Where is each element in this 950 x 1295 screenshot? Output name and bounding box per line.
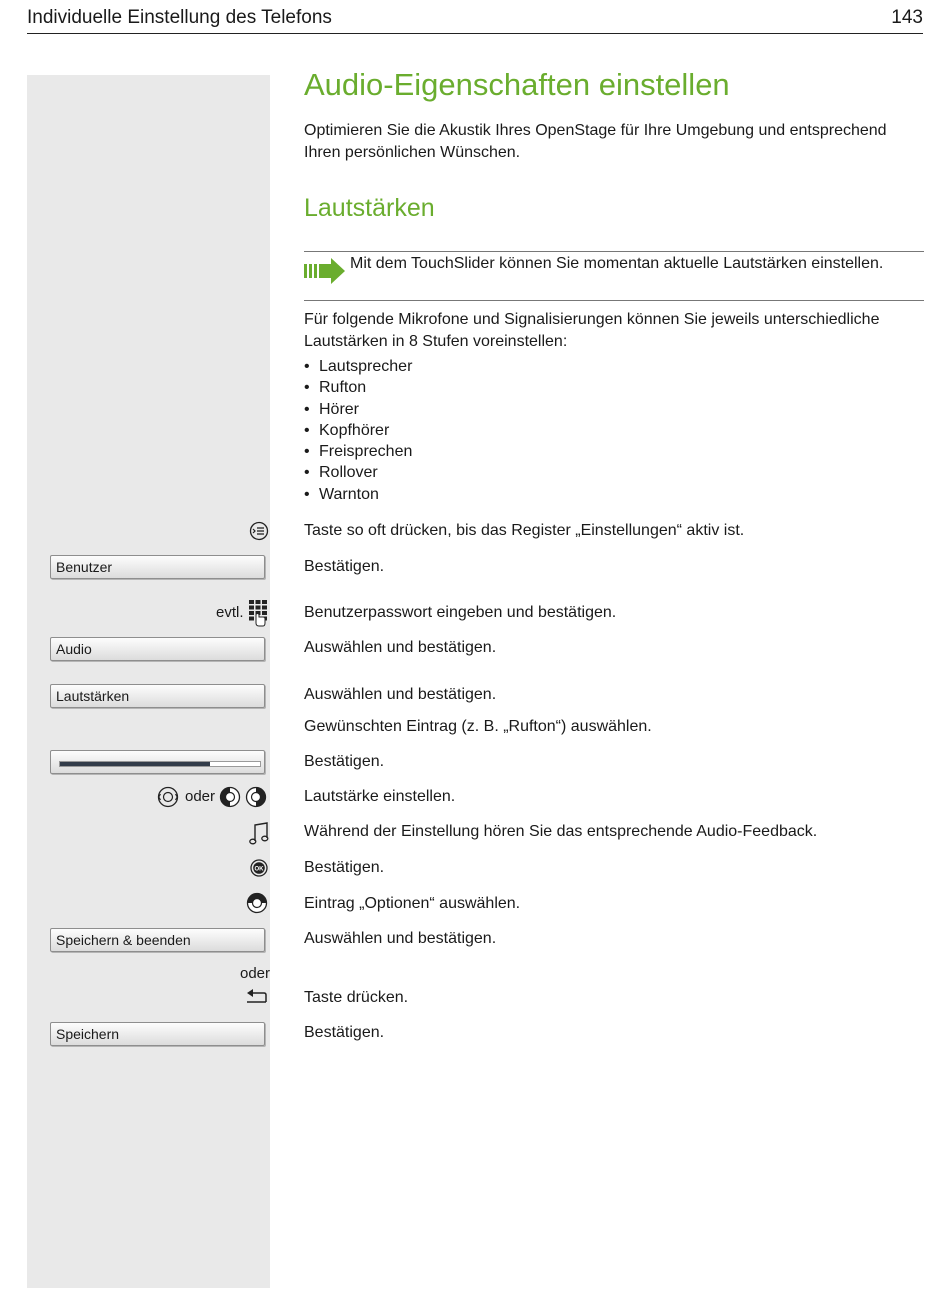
ok-key-icon[interactable] — [250, 859, 268, 877]
list-item: • Kopfhörer — [304, 420, 412, 441]
subsection-title: Lautstärken — [304, 194, 435, 222]
step-text: Bestätigen. — [304, 859, 385, 876]
navigator-left-icon[interactable] — [219, 786, 241, 808]
step-text: Lautstärke einstellen. — [304, 788, 456, 805]
back-key-icon[interactable] — [246, 988, 268, 1004]
keypad-icon[interactable] — [248, 599, 269, 627]
lautstaerken-softkey[interactable]: Lautstärken — [50, 684, 265, 708]
header-divider — [27, 33, 923, 34]
oder-label: oder — [185, 788, 216, 805]
note-text: Mit dem TouchSlider können Sie momentan aktuelle Lautstärken einstellen. — [350, 255, 884, 272]
speichern-beenden-softkey[interactable]: Speichern & beenden — [50, 928, 265, 952]
step-text: Bestätigen. — [304, 558, 385, 575]
step-text: Auswählen und bestätigen. — [304, 930, 497, 947]
step-text: Bestätigen. — [304, 753, 385, 770]
step-text: Taste drücken. — [304, 989, 409, 1006]
audio-softkey[interactable]: Audio — [50, 637, 265, 661]
step-text: Während der Einstellung hören Sie das entsprechende Audio-Feedback. — [304, 823, 818, 840]
step-text: Benutzerpasswort eingeben und bestätigen. — [304, 604, 617, 621]
note-bottom-divider — [304, 300, 924, 301]
menu-key-icon[interactable] — [249, 521, 269, 541]
settings-paragraph: Für folgende Mikrofone und Signalisierungen können Sie jeweils unterschiedliche Lautstärken in 8 Stufen voreinstellen: — [304, 311, 880, 350]
list-item: • Freisprechen — [304, 441, 412, 462]
slider-fill — [60, 762, 210, 766]
list-item: • Rufton — [304, 377, 412, 398]
arrow-note-icon — [304, 258, 346, 284]
slider-track[interactable] — [59, 761, 261, 767]
step-text: Gewünschten Eintrag (z. B. „Rufton“) auswählen. — [304, 718, 652, 735]
speichern-softkey[interactable]: Speichern — [50, 1022, 265, 1046]
sidebar-panel — [27, 75, 270, 1288]
volume-list — [304, 356, 412, 505]
step-text: Taste so oft drücken, bis das Register „Einstellungen“ aktiv ist. — [304, 522, 745, 539]
step-text: Eintrag „Optionen“ auswählen. — [304, 895, 521, 912]
list-item: • Rollover — [304, 462, 412, 483]
oder-label: oder — [240, 965, 271, 982]
volume-slider[interactable] — [50, 750, 265, 774]
page-number: 143 — [891, 7, 923, 28]
benutzer-softkey[interactable]: Benutzer — [50, 555, 265, 579]
music-note-icon — [249, 822, 269, 846]
step-text: Auswählen und bestätigen. — [304, 686, 497, 703]
list-item: • Lautsprecher — [304, 356, 412, 377]
navigator-ring-icon[interactable] — [157, 786, 179, 808]
list-item: • Warnton — [304, 484, 412, 505]
section-title: Audio-Eigenschaften einstellen — [304, 67, 730, 102]
step-text: Bestätigen. — [304, 1024, 385, 1041]
intro-paragraph: Optimieren Sie die Akustik Ihres OpenStage für Ihre Umgebung und entsprechend Ihren persönlichen Wünschen. — [304, 122, 887, 161]
header-title: Individuelle Einstellung des Telefons — [27, 7, 332, 28]
svg-text:OK: OK — [254, 866, 264, 873]
navigator-right-icon[interactable] — [245, 786, 267, 808]
step-text: Auswählen und bestätigen. — [304, 639, 497, 656]
note-top-divider — [304, 251, 924, 252]
list-item: • Hörer — [304, 399, 412, 420]
navigator-down-icon[interactable] — [246, 892, 268, 914]
evtl-label: evtl. — [216, 604, 244, 621]
